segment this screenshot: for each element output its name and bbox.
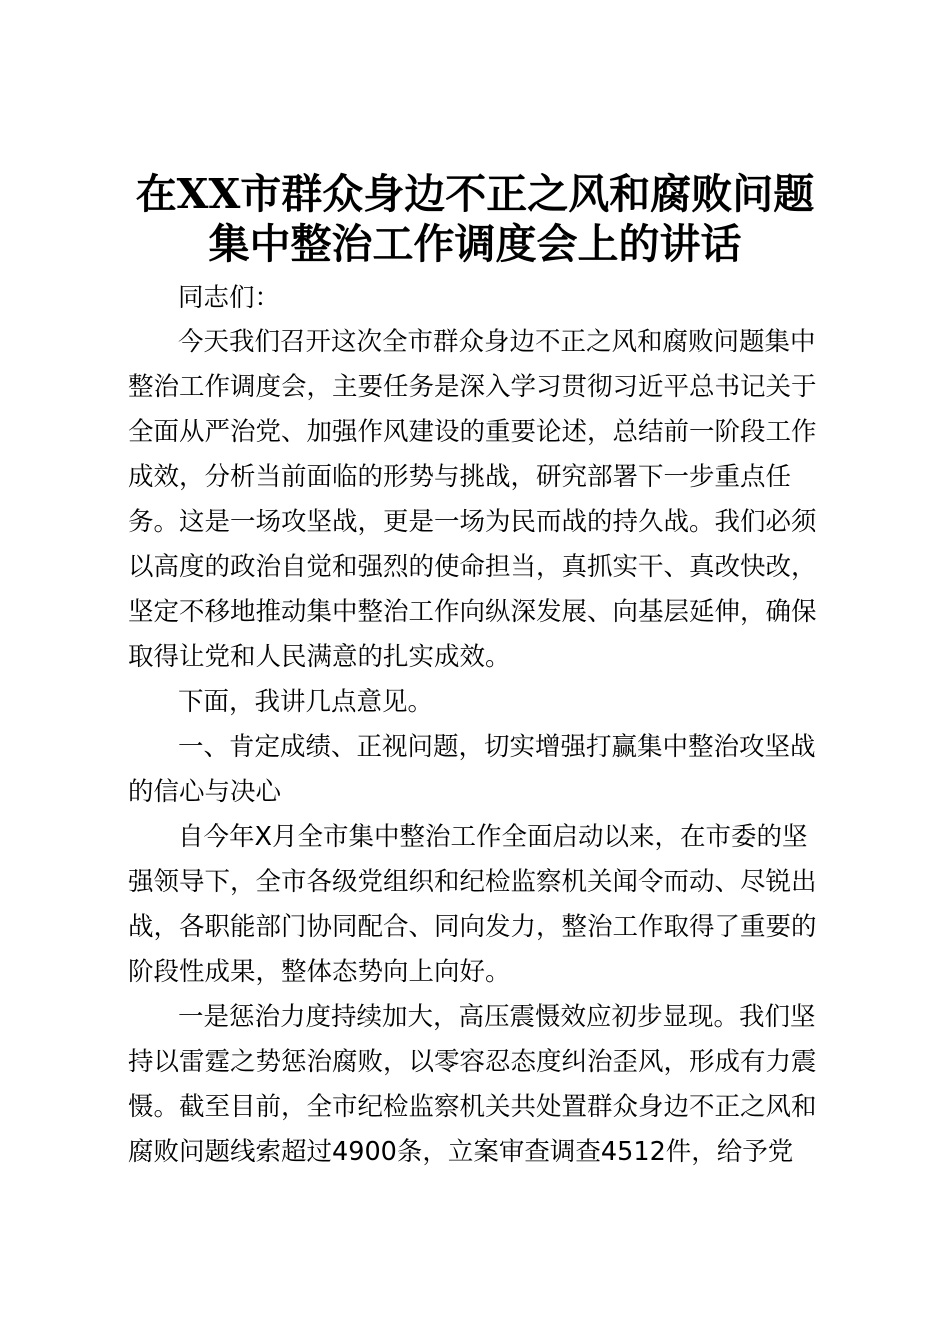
paragraph-line: 腐败问题线索超过4900条，立案审查调查4512件，给予党	[128, 1137, 794, 1167]
paragraph-line: 取得让党和人民满意的扎实成效。	[128, 642, 511, 672]
paragraph-line: 以高度的政治自觉和强烈的使命担当，真抓实干、真改快改，	[128, 552, 817, 582]
section-heading-line: 一、肯定成绩、正视问题，切实增强打赢集中整治攻坚战	[178, 732, 816, 762]
paragraph-line: 自今年X月全市集中整治工作全面启动以来，在市委的坚	[178, 822, 808, 852]
paragraph-line: 阶段性成果，整体态势向上向好。	[128, 957, 511, 987]
paragraph-line: 全面从严治党、加强作风建设的重要论述，总结前一阶段工作	[128, 417, 817, 447]
section-heading-line: 的信心与决心	[128, 777, 282, 807]
paragraph-line: 成效，分析当前面临的形势与挑战，研究部署下一步重点任	[128, 462, 792, 492]
paragraph-line: 务。这是一场攻坚战，更是一场为民而战的持久战。我们必须	[128, 507, 817, 537]
paragraph-line: 今天我们召开这次全市群众身边不正之风和腐败问题集中	[178, 327, 816, 357]
salutation: 同志们：	[178, 283, 281, 313]
paragraph-line: 强领导下，全市各级党组织和纪检监察机关闻令而动、尽锐出	[128, 867, 817, 897]
document-title-line-1: 在XX市群众身边不正之风和腐败问题	[135, 170, 815, 218]
paragraph-line: 一是惩治力度持续加大，高压震慑效应初步显现。我们坚	[178, 1002, 816, 1032]
paragraph-line: 慑。截至目前，全市纪检监察机关共处置群众身边不正之风和	[128, 1092, 817, 1122]
paragraph-line: 战，各职能部门协同配合、同向发力，整治工作取得了重要的	[128, 912, 817, 942]
paragraph-line: 坚定不移地推动集中整治工作向纵深发展、向基层延伸，确保	[128, 597, 817, 627]
paragraph-line: 下面，我讲几点意见。	[178, 687, 434, 717]
paragraph-line: 持以雷霆之势惩治腐败，以零容忍态度纠治歪风，形成有力震	[128, 1047, 817, 1077]
document-title-line-2: 集中整治工作调度会上的讲话	[208, 220, 742, 268]
paragraph-line: 整治工作调度会，主要任务是深入学习贯彻习近平总书记关于	[128, 372, 817, 402]
